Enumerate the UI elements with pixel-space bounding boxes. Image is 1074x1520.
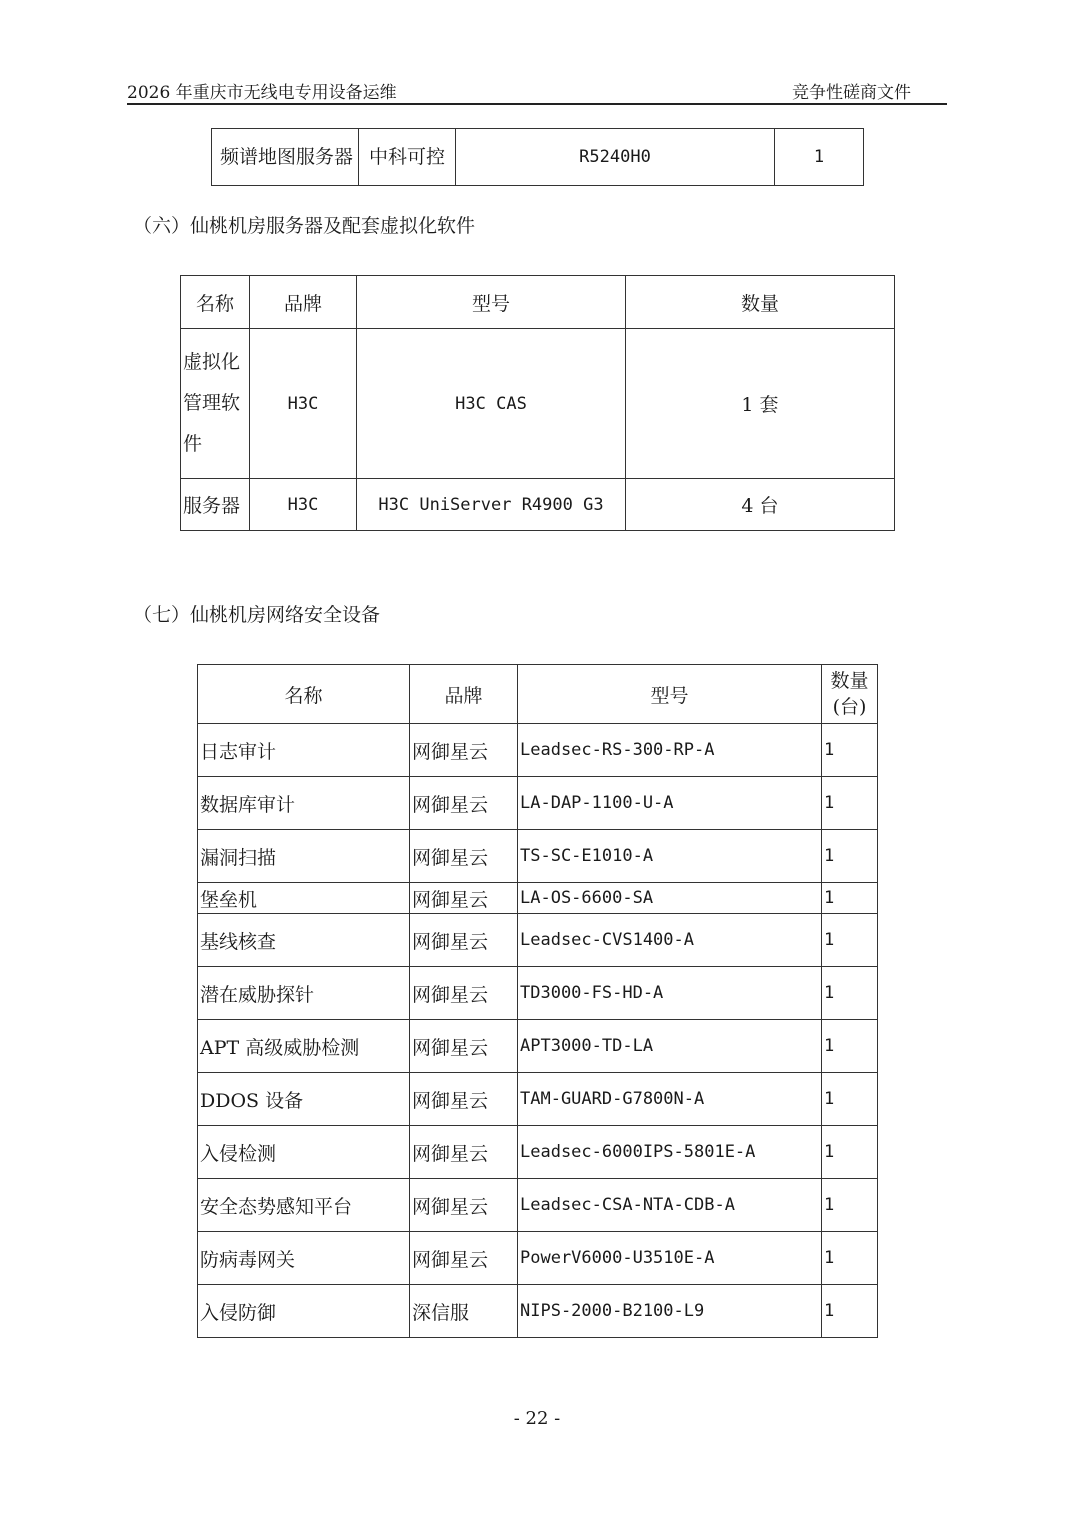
- cell-brand: 网御星云: [410, 1020, 518, 1073]
- header-brand: 品牌: [410, 665, 518, 724]
- cell-model: PowerV6000-U3510E-A: [518, 1232, 822, 1285]
- cell-brand: 中科可控: [359, 129, 456, 186]
- table-row: [181, 329, 895, 479]
- cell-qty: 1: [822, 1126, 878, 1179]
- cell-brand: 网御星云: [410, 1126, 518, 1179]
- cell-name: 安全态势感知平台: [198, 1179, 410, 1232]
- cell-model: H3C UniServer R4900 G3: [357, 479, 626, 531]
- page-number: - 22 -: [513, 1408, 561, 1429]
- header-doc-type: 竞争性磋商文件: [792, 83, 911, 103]
- cell-model: Leadsec-RS-300-RP-A: [518, 724, 822, 777]
- cell-qty: 1: [822, 1073, 878, 1126]
- cell-brand: 网御星云: [410, 967, 518, 1020]
- cell-brand: H3C: [250, 329, 357, 479]
- cell-brand: 网御星云: [410, 1179, 518, 1232]
- cell-qty: 1: [822, 967, 878, 1020]
- cell-qty: 1: [822, 830, 878, 883]
- network-security-table: [197, 664, 878, 1338]
- cell-qty: 1: [822, 724, 878, 777]
- cell-qty: 1: [822, 1020, 878, 1073]
- cell-model: Leadsec-CSA-NTA-CDB-A: [518, 1179, 822, 1232]
- table-row: [181, 479, 895, 531]
- cell-qty: 1: [822, 777, 878, 830]
- cell-name: 入侵检测: [198, 1126, 410, 1179]
- server-virtualization-table: [180, 275, 895, 531]
- cell-model: TD3000-FS-HD-A: [518, 967, 822, 1020]
- cell-brand: 网御星云: [410, 1232, 518, 1285]
- cell-name: 日志审计: [198, 724, 410, 777]
- previous-equipment-table: [211, 128, 864, 186]
- table-row: [198, 724, 878, 777]
- table-header-row: [181, 276, 895, 329]
- header-model: 型号: [518, 665, 822, 724]
- cell-model: R5240H0: [456, 129, 775, 186]
- table-row: [198, 1232, 878, 1285]
- cell-brand: 网御星云: [410, 777, 518, 830]
- table-row: [198, 830, 878, 883]
- cell-qty: 1: [822, 1285, 878, 1338]
- table-row: [212, 129, 864, 186]
- cell-brand: 网御星云: [410, 724, 518, 777]
- table-header-row: [198, 665, 878, 724]
- table-row: [198, 1073, 878, 1126]
- cell-model: Leadsec-CVS1400-A: [518, 914, 822, 967]
- cell-name: 防病毒网关: [198, 1232, 410, 1285]
- cell-name: APT 高级威胁检测: [198, 1020, 410, 1073]
- cell-qty: 1: [822, 1232, 878, 1285]
- cell-name: 服务器: [181, 479, 250, 531]
- cell-qty: 1: [822, 1179, 878, 1232]
- cell-model: LA-DAP-1100-U-A: [518, 777, 822, 830]
- cell-name: 虚拟化管理软件: [181, 329, 250, 479]
- cell-name: 漏洞扫描: [198, 830, 410, 883]
- cell-model: H3C CAS: [357, 329, 626, 479]
- cell-brand: 深信服: [410, 1285, 518, 1338]
- cell-qty: 1 套: [626, 329, 895, 479]
- cell-brand: H3C: [250, 479, 357, 531]
- cell-qty: 1: [822, 883, 878, 914]
- table-row: [198, 1285, 878, 1338]
- cell-name: 数据库审计: [198, 777, 410, 830]
- table-row: [198, 967, 878, 1020]
- header-model: 型号: [357, 276, 626, 329]
- header-qty: 数量: [626, 276, 895, 329]
- cell-brand: 网御星云: [410, 914, 518, 967]
- cell-model: Leadsec-6000IPS-5801E-A: [518, 1126, 822, 1179]
- cell-model: TS-SC-E1010-A: [518, 830, 822, 883]
- cell-brand: 网御星云: [410, 830, 518, 883]
- table-row: [198, 1020, 878, 1073]
- table-row: [198, 1179, 878, 1232]
- header-name: 名称: [181, 276, 250, 329]
- table-row: [198, 914, 878, 967]
- cell-model: LA-OS-6600-SA: [518, 883, 822, 914]
- header-title: 2026 年重庆市无线电专用设备运维: [127, 83, 397, 103]
- table-row: [198, 883, 878, 914]
- section-6-title: （六）仙桃机房服务器及配套虚拟化软件: [133, 215, 476, 237]
- header-name: 名称: [198, 665, 410, 724]
- cell-name: 潜在威胁探针: [198, 967, 410, 1020]
- cell-qty: 1: [822, 914, 878, 967]
- cell-model: NIPS-2000-B2100-L9: [518, 1285, 822, 1338]
- cell-qty: 4 台: [626, 479, 895, 531]
- cell-name: 入侵防御: [198, 1285, 410, 1338]
- cell-name: 频谱地图服务器: [212, 129, 359, 186]
- section-7-title: （七）仙桃机房网络安全设备: [133, 604, 381, 626]
- header-qty: 数量(台): [822, 665, 878, 724]
- cell-name: 基线核查: [198, 914, 410, 967]
- cell-model: TAM-GUARD-G7800N-A: [518, 1073, 822, 1126]
- cell-model: APT3000-TD-LA: [518, 1020, 822, 1073]
- cell-name: DDOS 设备: [198, 1073, 410, 1126]
- cell-brand: 网御星云: [410, 1073, 518, 1126]
- page-header: [127, 76, 947, 105]
- cell-brand: 网御星云: [410, 883, 518, 914]
- table-row: [198, 1126, 878, 1179]
- table-row: [198, 777, 878, 830]
- cell-qty: 1: [775, 129, 864, 186]
- cell-name: 堡垒机: [198, 883, 410, 914]
- header-brand: 品牌: [250, 276, 357, 329]
